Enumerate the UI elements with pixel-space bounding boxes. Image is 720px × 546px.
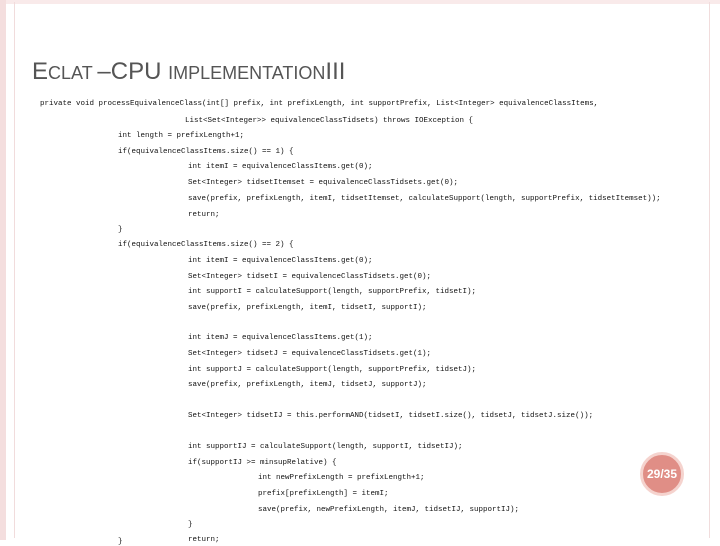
title-part: CPU [110, 58, 169, 85]
code-line: if(equivalenceClassItems.size() == 1) { [118, 148, 294, 156]
code-line: int newPrefixLength = prefixLength+1; [258, 474, 425, 482]
code-line: return; [188, 536, 220, 544]
code-line: int supportI = calculateSupport(length, supportPrefix, tidsetI); [188, 288, 477, 296]
code-line: Set<Integer> tidsetJ = equivalenceClassTidsets.get(1); [188, 350, 432, 358]
code-line: save(prefix, newPrefixLength, itemJ, tidsetIJ, supportIJ); [258, 506, 520, 514]
slide-title [32, 58, 345, 86]
code-line: prefix[prefixLength] = itemI; [258, 490, 389, 498]
title-part: E [32, 58, 49, 85]
code-line: int itemI = equivalenceClassItems.get(0); [188, 257, 373, 265]
code-line: save(prefix, prefixLength, itemJ, tidsetJ, supportJ); [188, 381, 427, 389]
page-number-badge: 29/35 [640, 452, 684, 496]
code-line: List<Set<Integer>> equivalenceClassTidsets) throws IOException { [185, 117, 474, 125]
code-line: int supportJ = calculateSupport(length, supportPrefix, tidsetJ); [188, 366, 477, 374]
code-line: return; [188, 211, 220, 219]
code-line: if(supportIJ >= minsupRelative) { [188, 459, 337, 467]
code-line: Set<Integer> tidsetIJ = this.performAND(tidsetI, tidsetI.size(), tidsetJ, tidsetJ.size()); [188, 412, 594, 420]
code-line: int itemI = equivalenceClassItems.get(0); [188, 163, 373, 171]
code-line: Set<Integer> tidsetItemset = equivalenceClassTidsets.get(0); [188, 179, 459, 187]
code-line: } [118, 226, 123, 234]
title-part: III [325, 58, 346, 85]
title-part: CLAT [48, 63, 98, 83]
code-line: save(prefix, prefixLength, itemI, tidsetI, supportI); [188, 304, 427, 312]
slide-left-border [0, 0, 6, 540]
code-line: int supportIJ = calculateSupport(length, supportI, tidsetIJ); [188, 443, 463, 451]
code-line: int itemJ = equivalenceClassItems.get(1); [188, 334, 373, 342]
code-line: } [188, 521, 193, 529]
code-line: private void processEquivalenceClass(int[] prefix, int prefixLength, int supportPrefix, List<Integer> equivalenceClassItems, [40, 100, 599, 108]
title-part: IMPLEMENTATION [168, 63, 326, 83]
code-line: } [118, 538, 123, 546]
code-line: Set<Integer> tidsetI = equivalenceClassTidsets.get(0); [188, 273, 432, 281]
code-line: save(prefix, prefixLength, itemI, tidsetItemset, calculateSupport(length, supportPrefix, tidsetItemset)); [188, 195, 661, 203]
code-line: if(equivalenceClassItems.size() == 2) { [118, 241, 294, 249]
code-line: int length = prefixLength+1; [118, 132, 245, 140]
title-part: – [97, 58, 111, 85]
